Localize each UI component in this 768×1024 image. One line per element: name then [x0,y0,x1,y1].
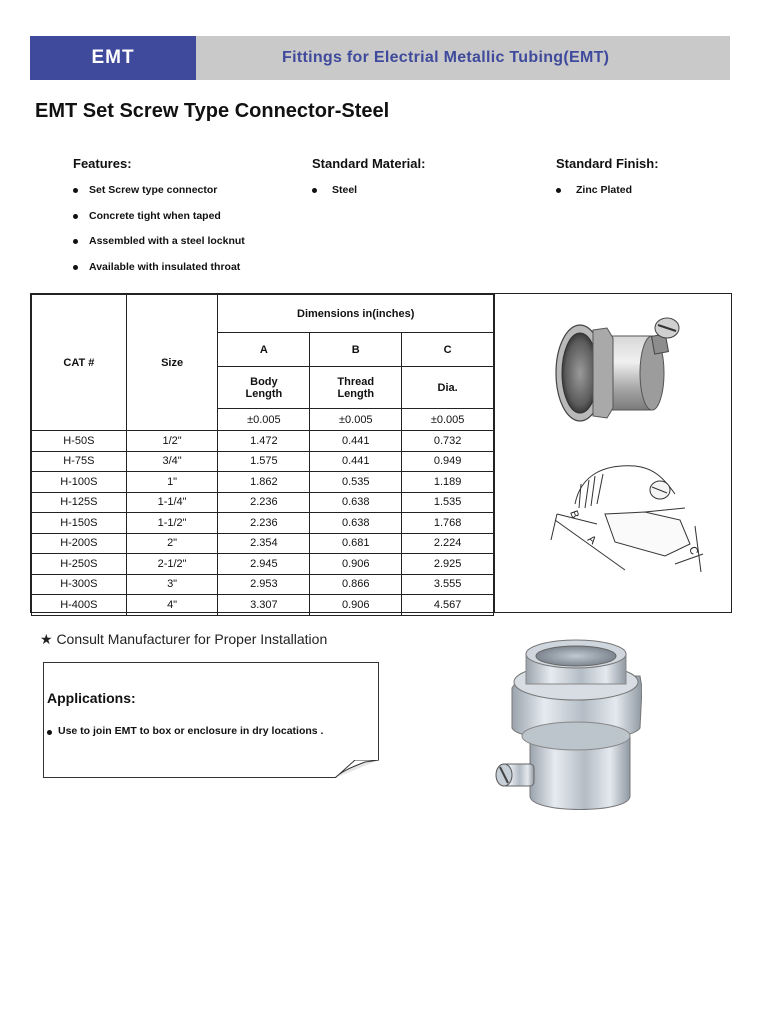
table-row [32,451,494,472]
table-row [32,595,494,616]
cell-b: 0.866 [310,574,402,595]
cell-size: 1" [126,472,218,493]
cell-a: 1.862 [218,472,310,493]
table-row [32,513,494,534]
cell-a: 2.236 [218,492,310,513]
cell-cat: H-75S [32,451,127,472]
col-name-body-length: Body Length [218,367,310,409]
page-curl-icon [335,760,379,778]
material-list [312,183,425,209]
table-row [32,554,494,575]
header-bar [30,36,730,80]
finish-section [556,156,659,209]
connector-3d-render [556,318,679,421]
cell-size: 1-1/2" [126,513,218,534]
spec-table [31,294,494,616]
dimensions-header: Dimensions in(inches) [218,295,494,333]
tolerance-b: ±0.005 [310,409,402,431]
col-letter-c: C [402,333,494,367]
cell-cat: H-100S [32,472,127,493]
cell-c: 2.224 [402,533,494,554]
col-name-dia: Dia. [402,367,494,409]
cell-cat: H-50S [32,431,127,452]
cell-size: 2" [126,533,218,554]
cell-cat: H-125S [32,492,127,513]
feature-item: Concrete tight when taped [73,209,245,235]
features-list [73,183,245,285]
finish-list [556,183,659,209]
cell-a: 2.953 [218,574,310,595]
applications-heading: Applications: [47,690,136,706]
spec-table-container [30,293,732,613]
applications-box [43,662,379,778]
cell-b: 0.638 [310,513,402,534]
cell-c: 3.555 [402,574,494,595]
feature-item: Assembled with a steel locknut [73,234,245,260]
cell-c: 1.768 [402,513,494,534]
installation-note: ★ Consult Manufacturer for Proper Installation [40,631,328,647]
tolerance-c: ±0.005 [402,409,494,431]
features-section [73,156,245,285]
product-images-cell [494,294,733,612]
cell-b: 0.441 [310,451,402,472]
cell-size: 3/4" [126,451,218,472]
cell-size: 3" [126,574,218,595]
feature-item: Set Screw type connector [73,183,245,209]
cell-c: 0.949 [402,451,494,472]
cell-cat: H-400S [32,595,127,616]
page-title: EMT Set Screw Type Connector-Steel [35,100,390,122]
cat-header: CAT # [32,295,127,431]
finish-item: Zinc Plated [556,183,659,209]
material-heading: Standard Material: [312,156,426,171]
table-row [32,492,494,513]
cell-cat: H-150S [32,513,127,534]
cell-a: 2.945 [218,554,310,575]
table-row [32,431,494,452]
cell-cat: H-200S [32,533,127,554]
dimension-diagram [551,466,703,572]
material-item: Steel [312,183,425,209]
col-letter-b: B [310,333,402,367]
connector-photo [490,636,642,816]
feature-item: Available with insulated throat [73,260,245,286]
table-row [32,574,494,595]
cell-size: 2-1/2" [126,554,218,575]
cell-c: 2.925 [402,554,494,575]
tolerance-a: ±0.005 [218,409,310,431]
cell-size: 4" [126,595,218,616]
cell-a: 3.307 [218,595,310,616]
cell-c: 1.535 [402,492,494,513]
cell-cat: H-300S [32,574,127,595]
cell-a: 1.472 [218,431,310,452]
material-section [312,156,425,209]
cell-a: 1.575 [218,451,310,472]
cell-c: 4.567 [402,595,494,616]
cell-a: 2.236 [218,513,310,534]
col-letter-a: A [218,333,310,367]
table-row [32,533,494,554]
applications-item: Use to join EMT to box or enclosure in dry locations . [47,725,323,737]
connector-render-and-diagram [495,294,733,612]
cell-size: 1-1/4" [126,492,218,513]
table-row [32,472,494,493]
cell-b: 0.906 [310,595,402,616]
cell-b: 0.441 [310,431,402,452]
cell-a: 2.354 [218,533,310,554]
col-name-thread-length: Thread Length [310,367,402,409]
size-header: Size [126,295,218,431]
diagram-label-b: B [567,508,581,520]
cell-b: 0.535 [310,472,402,493]
cell-b: 0.681 [310,533,402,554]
cell-b: 0.906 [310,554,402,575]
cell-c: 0.732 [402,431,494,452]
diagram-label-c: C [686,544,701,557]
diagram-label-a: A [585,533,599,548]
features-heading: Features: [73,156,132,171]
header-title: Fittings for Electrial Metallic Tubing(EMT) [282,49,610,66]
cell-cat: H-250S [32,554,127,575]
cell-size: 1/2" [126,431,218,452]
cell-c: 1.189 [402,472,494,493]
header-tab: EMT [30,36,196,80]
cell-b: 0.638 [310,492,402,513]
finish-heading: Standard Finish: [556,156,659,171]
